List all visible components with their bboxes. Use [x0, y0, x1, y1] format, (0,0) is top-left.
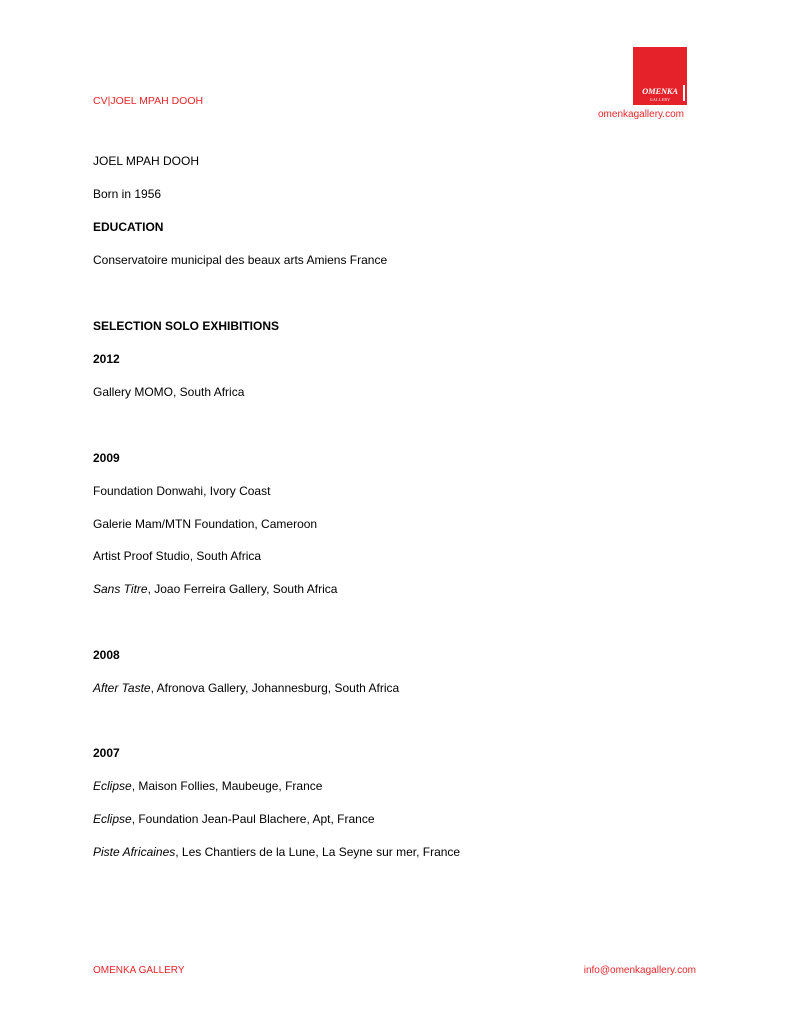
- exhibition-detail: , Joao Ferreira Gallery, South Africa: [147, 582, 338, 596]
- exhibition-title: After Taste: [93, 681, 151, 695]
- exhibition-item: [93, 582, 337, 596]
- exhibition-title: Sans Titre: [93, 582, 148, 596]
- exhibition-item: [93, 845, 460, 859]
- logo-subtext: GALLERY: [649, 97, 671, 102]
- artist-name: JOEL MPAH DOOH: [93, 154, 200, 168]
- exhibition-item: [93, 779, 322, 793]
- exhibition-detail: Galerie Mam/MTN Foundation, Cameroon: [93, 517, 318, 531]
- logo-mark-icon: [683, 85, 685, 101]
- website-link[interactable]: omenkagallery.com: [598, 109, 684, 120]
- exhibition-item: [93, 812, 375, 826]
- year-heading: 2012: [93, 352, 120, 366]
- exhibition-detail: , Maison Follies, Maubeuge, France: [131, 779, 323, 793]
- exhibition-detail: , Afronova Gallery, Johannesburg, South Africa: [150, 681, 400, 695]
- footer-email-link[interactable]: info@omenkagallery.com: [583, 965, 696, 976]
- year-heading: 2009: [93, 451, 120, 465]
- year-heading: 2008: [93, 648, 120, 662]
- exhibition-detail: Gallery MOMO, South Africa: [93, 385, 245, 399]
- omenka-logo: [633, 47, 687, 105]
- exhibition-detail: , Foundation Jean-Paul Blachere, Apt, France: [131, 812, 375, 826]
- exhibition-title: Eclipse: [93, 779, 132, 793]
- solo-exhibitions-heading: SELECTION SOLO EXHIBITIONS: [93, 319, 280, 333]
- exhibition-item: [93, 484, 270, 498]
- exhibition-item: [93, 681, 399, 695]
- education-item: Conservatoire municipal des beaux arts Amiens France: [93, 253, 388, 267]
- logo-text: OMENKA: [642, 86, 678, 96]
- exhibition-title: Eclipse: [93, 812, 132, 826]
- exhibition-title: Piste Africaines: [93, 845, 176, 859]
- year-heading: 2007: [93, 746, 120, 760]
- birth-year: Born in 1956: [93, 187, 162, 201]
- exhibition-detail: , Les Chantiers de la Lune, La Seyne sur mer, France: [175, 845, 461, 859]
- exhibition-detail: Foundation Donwahi, Ivory Coast: [93, 484, 271, 498]
- education-heading: EDUCATION: [93, 220, 164, 234]
- exhibition-detail: Artist Proof Studio, South Africa: [93, 549, 262, 563]
- document-label: CV|JOEL MPAH DOOH: [93, 95, 204, 107]
- exhibition-item: [93, 549, 261, 563]
- exhibition-item: [93, 517, 317, 531]
- footer-gallery-name: OMENKA GALLERY: [93, 965, 185, 976]
- exhibition-item: [93, 385, 244, 399]
